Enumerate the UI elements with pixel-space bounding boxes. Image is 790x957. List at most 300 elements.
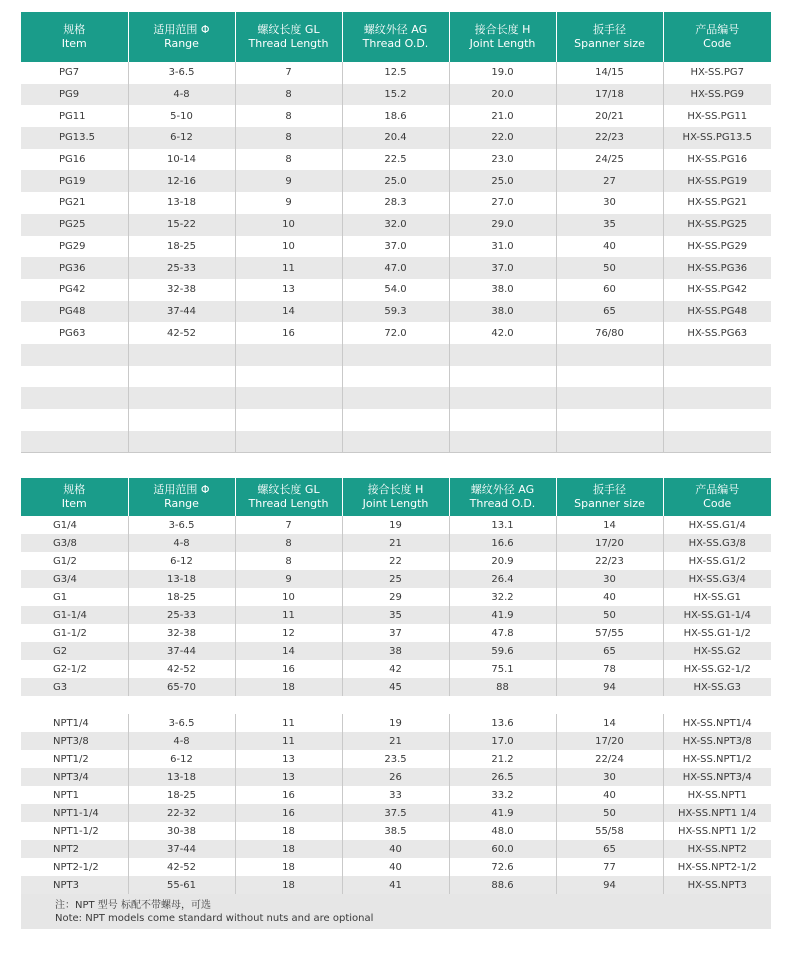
table-row [21,62,771,84]
table-cell: 22.5 [342,149,449,171]
table-cell: 30 [556,192,663,214]
table-cell [342,431,449,453]
table-cell: 20.9 [449,552,556,570]
table-cell: 30 [556,570,663,588]
table-cell: HX-SS.G3/8 [663,534,771,552]
table-cell: 88.6 [449,876,556,894]
column-header-zh: 接合长度 H [474,23,531,36]
table-cell: 14 [235,301,342,323]
table-cell: HX-SS.NPT2-1/2 [663,858,771,876]
table-cell: PG48 [21,301,128,323]
table-cell: PG36 [21,257,128,279]
table-cell: 9 [235,170,342,192]
column-header-zh: 扳手径 [593,23,626,36]
table-cell: 4-8 [128,732,235,750]
table-cell: 72.0 [342,322,449,344]
table-cell: 25-33 [128,257,235,279]
table-row [21,214,771,236]
column-header [449,12,556,62]
table-cell: PG7 [59,67,80,79]
table-cell: 17/20 [556,534,663,552]
table-cell: PG25 [21,214,128,236]
column-header [128,478,235,516]
table-cell [128,344,235,366]
column-header-zh: 螺纹长度 GL [257,483,320,496]
table-cell: 18 [235,858,342,876]
table-cell [449,409,556,431]
column-header-zh: 规格 [63,483,86,496]
table-cell: 22 [342,552,449,570]
table-row [21,301,771,323]
column-header-en: Spanner size [574,497,645,510]
g-npt-table-body [21,516,771,929]
table-cell: 21.2 [449,750,556,768]
table-cell: 29 [342,588,449,606]
table-cell: NPT3 [21,876,128,894]
table-row [21,409,771,431]
table-cell: 42 [342,660,449,678]
table-cell: NPT3/8 [21,732,128,750]
table-cell: HX-SS.NPT1 1/4 [663,804,771,822]
table-cell: 40 [556,588,663,606]
table-cell [449,387,556,409]
table-cell [449,366,556,388]
table-cell [663,366,771,388]
column-header-zh: 螺纹外径 AG [363,23,428,36]
table-cell: 8 [235,105,342,127]
table-cell: 7 [235,516,342,534]
table-cell [342,409,449,431]
table-cell: 20.0 [449,84,556,106]
table-cell: 18-25 [128,588,235,606]
table-cell: 37.5 [342,804,449,822]
table-row [21,678,771,696]
table-cell [449,431,556,453]
table-cell: G3/8 [21,534,128,552]
table-cell: 35 [556,214,663,236]
table-cell: 8 [235,552,342,570]
table-cell [663,344,771,366]
table-cell: 3-6.5 [128,62,235,84]
table-cell: NPT1/4 [53,717,89,729]
table-cell: HX-SS.NPT1/4 [663,714,771,732]
column-header-zh: 接合长度 H [367,483,424,496]
table-row [21,588,771,606]
column-header-en: Spanner size [574,37,645,50]
table-cell: HX-SS.G1-1/4 [663,606,771,624]
table-cell: G2-1/2 [53,663,87,675]
table-cell: 4-8 [128,84,235,106]
table-cell: 32.2 [449,588,556,606]
table-cell: NPT1 [53,789,79,801]
table-cell: 60.0 [449,840,556,858]
table-cell [128,366,235,388]
column-header-zh: 适用范围 Φ [153,483,210,496]
table-cell [342,387,449,409]
table-row [21,642,771,660]
table-row [21,127,771,149]
table-cell: 25.0 [342,170,449,192]
table-cell: 37.0 [449,257,556,279]
column-header-zh: 螺纹长度 GL [257,23,320,36]
table-cell: HX-SS.PG36 [663,257,771,279]
table-cell: 8 [235,84,342,106]
table-cell: 13 [235,279,342,301]
table-cell: HX-SS.G2 [663,642,771,660]
table-cell: HX-SS.G1/2 [663,552,771,570]
table-cell: 59.3 [342,301,449,323]
table-cell [556,344,663,366]
table-cell: 11 [235,606,342,624]
table-cell: 19.0 [449,62,556,84]
table-cell: HX-SS.NPT3 [663,876,771,894]
g-npt-spec-table [21,478,771,929]
column-header [235,12,342,62]
table-cell [235,409,342,431]
column-header-zh: 螺纹外径 AG [470,483,535,496]
column-header-en: Range [164,37,199,50]
table-cell: HX-SS.PG21 [663,192,771,214]
column-header [21,478,128,516]
table-row [21,624,771,642]
table-cell: 38.0 [449,301,556,323]
column-header [663,12,771,62]
table-cell: 78 [556,660,663,678]
table-cell: 40 [556,786,663,804]
table-cell: 7 [235,62,342,84]
table-cell: 22/23 [556,127,663,149]
column-header-zh: 扳手径 [593,483,626,496]
table-cell: 11 [235,714,342,732]
table-row [21,366,771,388]
table-cell: 38.0 [449,279,556,301]
table-cell: 23.5 [342,750,449,768]
column-header-en: Thread Length [248,497,329,510]
section-gap-cell [21,696,771,714]
column-header-zh: 适用范围 Φ [153,23,210,36]
table-row [21,257,771,279]
table-cell: 32-38 [128,624,235,642]
table-cell: 37-44 [128,642,235,660]
table-cell [21,387,128,409]
column-header [235,478,342,516]
table-row [21,750,771,768]
table-row [21,84,771,106]
table-cell: PG42 [59,284,86,296]
table-cell [556,366,663,388]
table-cell: 16 [235,660,342,678]
table-cell: 26 [342,768,449,786]
table-cell: 10 [235,588,342,606]
table-cell: 11 [235,257,342,279]
table-cell: 88 [449,678,556,696]
table-cell: 37 [342,624,449,642]
table-cell: 20/21 [556,105,663,127]
table-cell: 18 [235,822,342,840]
table-row [21,822,771,840]
table-cell: 25.0 [449,170,556,192]
table-cell [556,409,663,431]
table-cell [128,431,235,453]
table-cell: G1/4 [53,519,77,531]
table-cell: NPT1-1/4 [21,804,128,822]
table-cell: HX-SS.PG13.5 [663,127,771,149]
table-cell: 27.0 [449,192,556,214]
table-cell: 26.4 [449,570,556,588]
column-header-en: Item [61,37,87,50]
table-cell: HX-SS.NPT3/4 [663,768,771,786]
table-row [21,570,771,588]
table-cell: 8 [235,127,342,149]
table-cell: 40 [342,858,449,876]
table-cell: 72.6 [449,858,556,876]
table-cell: 24/25 [556,149,663,171]
table-cell: 18 [235,840,342,858]
table-cell: 77 [556,858,663,876]
table-cell [663,409,771,431]
table-cell: 16 [235,322,342,344]
table-cell [235,366,342,388]
pg-spec-table [21,12,771,453]
table-cell: 37-44 [128,301,235,323]
table-cell: 14 [556,714,663,732]
table-cell: NPT2-1/2 [53,861,99,873]
table-cell: HX-SS.PG63 [663,322,771,344]
pg-table-body [21,62,771,452]
table-cell: HX-SS.NPT1 1/2 [663,822,771,840]
table-cell: 45 [342,678,449,696]
table-cell: PG9 [21,84,128,106]
table-cell: 28.3 [342,192,449,214]
table-cell: 19 [342,714,449,732]
table-row [21,552,771,570]
table-cell: 13-18 [128,768,235,786]
column-header-zh: 产品编号 [695,483,740,496]
table-cell: HX-SS.NPT3/8 [663,732,771,750]
table-cell: 8 [235,534,342,552]
table-cell: HX-SS.NPT1/2 [663,750,771,768]
table-cell: 50 [556,606,663,624]
table-row [21,768,771,786]
table-row [21,149,771,171]
table-cell [449,344,556,366]
table-cell: HX-SS.G1/4 [663,516,771,534]
table-cell: 18 [235,678,342,696]
table-row [21,170,771,192]
table-cell: HX-SS.NPT1 [663,786,771,804]
table-cell: PG13.5 [21,127,128,149]
table-cell: 16 [235,786,342,804]
table-cell: 21.0 [449,105,556,127]
table-cell: 13 [235,750,342,768]
section-gap [21,696,771,714]
note-zh: 注：NPT 型号 标配不带螺母，可选 [55,899,211,911]
table-cell: 22/24 [556,750,663,768]
column-header-zh: 产品编号 [695,23,740,36]
table-cell: HX-SS.G1-1/2 [663,624,771,642]
table-cell: 29.0 [449,214,556,236]
table-cell: 23.0 [449,149,556,171]
table-cell: G3/4 [21,570,128,588]
table-cell: G1-1/4 [21,606,128,624]
table-cell: 13-18 [128,570,235,588]
table-cell: 26.5 [449,768,556,786]
table-cell: 32.0 [342,214,449,236]
table-row [21,804,771,822]
column-header [556,478,663,516]
column-header [663,478,771,516]
table-row [21,534,771,552]
table-cell: 47.8 [449,624,556,642]
table-cell: 8 [235,149,342,171]
table-cell: 12.5 [342,62,449,84]
column-header-en: Code [703,497,732,510]
table-cell: G1/2 [53,555,77,567]
table-cell: 50 [556,257,663,279]
table-row [21,786,771,804]
table-row [21,279,771,301]
table-cell: 15-22 [128,214,235,236]
column-header-en: Item [61,497,87,510]
table-cell: 37-44 [128,840,235,858]
table-cell: 10-14 [128,149,235,171]
column-header-en: Thread O.D. [362,37,429,50]
table-cell: 16.6 [449,534,556,552]
column-header [21,12,128,62]
table-cell: 25 [342,570,449,588]
table-cell: PG29 [59,240,86,252]
table-row [21,516,771,534]
table-cell [128,387,235,409]
column-header-en: Joint Length [469,37,536,50]
table-cell: 13.1 [449,516,556,534]
table-row [21,344,771,366]
table-cell: PG21 [59,197,86,209]
table-cell: 59.6 [449,642,556,660]
column-header [342,12,449,62]
table-cell: 6-12 [128,127,235,149]
table-cell: 10 [235,214,342,236]
table-cell: HX-SS.PG16 [663,149,771,171]
table-row [21,105,771,127]
table-cell: 42-52 [128,322,235,344]
table-cell: 18-25 [128,236,235,258]
table-cell: HX-SS.PG29 [663,236,771,258]
table-cell: PG11 [59,110,86,122]
table-cell: 17/18 [556,84,663,106]
table-cell [21,431,128,453]
table-cell: 35 [342,606,449,624]
table-cell [235,431,342,453]
table-row [21,660,771,678]
pg-table-header-row [21,12,771,62]
table-cell: 76/80 [556,322,663,344]
table-cell: 94 [556,876,663,894]
table-cell [21,344,128,366]
table-cell: HX-SS.NPT2 [663,840,771,858]
table-cell: 37.0 [342,236,449,258]
column-header-zh: 规格 [63,23,86,36]
table-cell: HX-SS.PG9 [663,84,771,106]
table-cell: 65-70 [128,678,235,696]
column-header-en: Joint Length [362,497,429,510]
table-cell: 18.6 [342,105,449,127]
table-cell: HX-SS.PG25 [663,214,771,236]
table-note [21,894,771,929]
table-row [21,858,771,876]
table-cell: 41.9 [449,804,556,822]
table-cell: 75.1 [449,660,556,678]
table-cell: 21 [342,534,449,552]
table-cell: 6-12 [128,552,235,570]
table-cell: 48.0 [449,822,556,840]
table-cell: 55/58 [556,822,663,840]
table-cell: 13 [235,768,342,786]
table-cell: 40 [556,236,663,258]
table-cell: NPT3/4 [21,768,128,786]
table-cell: 54.0 [342,279,449,301]
table-cell: 10 [235,236,342,258]
table-cell: 31.0 [449,236,556,258]
table-cell [342,344,449,366]
table-cell: 5-10 [128,105,235,127]
table-row [21,606,771,624]
table-cell: 6-12 [128,750,235,768]
table-cell: 3-6.5 [128,714,235,732]
table-cell: 12-16 [128,170,235,192]
table-cell: HX-SS.G1 [663,588,771,606]
table-cell: 38.5 [342,822,449,840]
table-cell [21,366,128,388]
table-row [21,192,771,214]
column-header [449,478,556,516]
table-cell: 4-8 [128,534,235,552]
table-cell: HX-SS.G3 [663,678,771,696]
table-row [21,876,771,894]
table-cell: 22-32 [128,804,235,822]
table-cell: 65 [556,301,663,323]
table-cell: 13.6 [449,714,556,732]
column-header-en: Thread O.D. [469,497,536,510]
column-header [128,12,235,62]
table-cell: 41 [342,876,449,894]
table-cell: 19 [342,516,449,534]
table-row [21,840,771,858]
table-cell: 42-52 [128,660,235,678]
table-cell: 12 [235,624,342,642]
table-cell: 47.0 [342,257,449,279]
table-cell [663,387,771,409]
table-cell: 42-52 [128,858,235,876]
table-cell: 40 [342,840,449,858]
table-cell: 27 [556,170,663,192]
table-cell: HX-SS.G3/4 [663,570,771,588]
table-cell: PG63 [59,327,86,339]
table-cell: 17.0 [449,732,556,750]
table-cell: 55-61 [128,876,235,894]
table-cell: G2 [21,642,128,660]
table-cell: G1 [53,591,68,603]
table-cell: HX-SS.PG19 [663,170,771,192]
table-cell: PG19 [21,170,128,192]
table-cell: 9 [235,570,342,588]
table-cell: NPT2 [21,840,128,858]
table-cell: 50 [556,804,663,822]
table-cell [235,344,342,366]
table-cell: 57/55 [556,624,663,642]
table-cell: 65 [556,642,663,660]
note-en: Note: NPT models come standard without nuts and are optional [55,912,374,924]
